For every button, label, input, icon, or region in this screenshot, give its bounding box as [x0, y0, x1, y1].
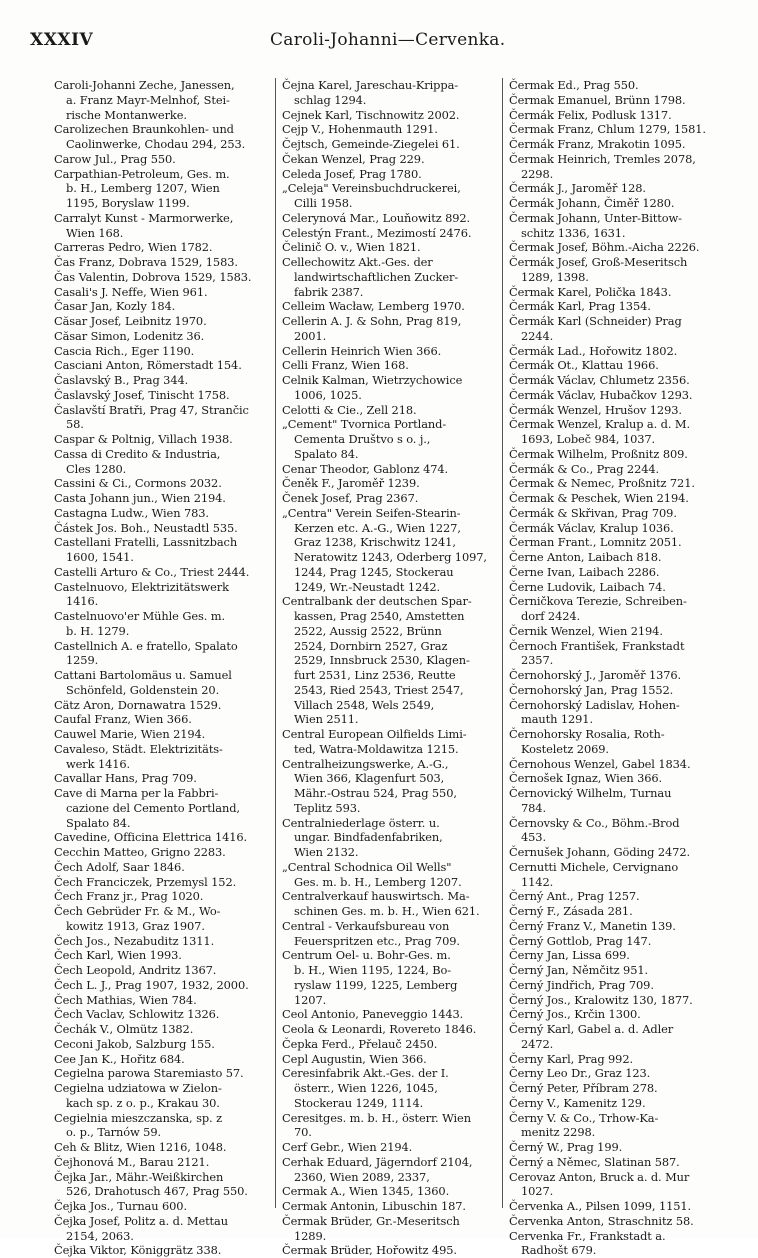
entry-line: Časlavští Bratři, Prag 47, Strančic	[54, 402, 249, 417]
entry-continuation-line: 1142.	[521, 874, 554, 889]
entry-continuation-line: a. Franz Mayr-Melnhof, Stei-	[66, 92, 230, 107]
entry-continuation-line: 2543, Ried 2543, Triest 2547,	[294, 682, 464, 697]
entry-line: Čermák Václav, Kralup 1036.	[509, 520, 674, 535]
entry-line: Černe Anton, Laibach 818.	[509, 550, 662, 564]
entry-line: Čepka Ferd., Přelauč 2450.	[282, 1036, 438, 1051]
entry-line: Čermak Ed., Prag 550.	[509, 78, 639, 92]
entry-line: Čermák Václav, Chlumetz 2356.	[509, 373, 690, 387]
entry-line: Čermák & Co., Prag 2244.	[509, 461, 660, 476]
entry-line: Černý Ant., Prag 1257.	[509, 889, 640, 904]
entry-continuation-line: Cementa Društvo s o. j.,	[294, 432, 431, 446]
entry-line: Čelinič O. v., Wien 1821.	[282, 240, 421, 255]
entry-line: Čermák Johann, Čiměř 1280.	[509, 196, 675, 210]
entry-line: Casciani Anton, Römerstadt 154.	[54, 358, 242, 373]
entry-continuation-line: 2524, Dornbirn 2527, Graz	[294, 638, 448, 653]
entry-continuation-line: Spalato 84.	[66, 815, 131, 830]
entry-line: Černoch František, Frankstadt	[509, 638, 685, 653]
entry-line: Centralheizungswerke, A.-G.,	[282, 756, 449, 771]
entry-continuation-line: Caolinwerke, Chodau 294, 253.	[66, 137, 246, 151]
entry-line: Cerhak Eduard, Jägerndorf 2104,	[282, 1154, 473, 1169]
entry-line: Cerovaz Anton, Bruck a. d. Mur	[509, 1169, 690, 1184]
entry-line: Černý Jos., Kralowitz 130, 1877.	[509, 992, 693, 1007]
entry-line: Černý Franz V., Manetin 139.	[509, 918, 676, 933]
entry-continuation-line: 526, Drahotusch 467, Prag 550.	[66, 1184, 248, 1199]
entry-continuation-line: b. H. 1279.	[66, 623, 130, 638]
entry-continuation-line: österr., Wien 1226, 1045,	[294, 1081, 438, 1095]
entry-line: Cascia Rich., Eger 1190.	[54, 343, 195, 358]
entry-continuation-line: Stockerau 1249, 1114.	[294, 1095, 424, 1110]
entry-line: Castellnich A. e fratello, Spalato	[54, 638, 238, 653]
entry-line: Čech Franz jr., Prag 1020.	[54, 889, 204, 904]
entry-line: Černe Ludovik, Laibach 74.	[509, 579, 666, 594]
entry-line: Centralverkauf hauswirtsch. Ma-	[282, 889, 470, 904]
entry-line: Částek Jos. Boh., Neustadtl 535.	[54, 520, 238, 535]
entry-continuation-line: furt 2531, Linz 2536, Reutte	[294, 668, 456, 682]
entry-line: Čermák Lad., Hořowitz 1802.	[509, 343, 678, 358]
entry-continuation-line: 1195, Boryslaw 1199.	[66, 196, 190, 210]
entry-line: Čermak Emanuel, Brünn 1798.	[509, 92, 686, 107]
entry-continuation-line: 1600, 1541.	[66, 550, 134, 564]
entry-continuation-line: 2244.	[521, 328, 554, 343]
entry-line: Černý F., Zásada 281.	[509, 904, 633, 918]
entry-line: Čech Jos., Nezabuditz 1311.	[54, 933, 215, 948]
entry-line: Čeněk F., Jaroměř 1239.	[282, 476, 420, 491]
entry-line: Celotti & Cie., Zell 218.	[282, 402, 417, 417]
page-header	[30, 30, 730, 60]
entry-line: Centralniederlage österr. u.	[282, 815, 440, 830]
entry-line: Černohous Wenzel, Gabel 1834.	[509, 756, 691, 771]
entry-line: Černohorsky Rosalia, Roth-	[509, 727, 665, 741]
entry-continuation-line: kassen, Prag 2540, Amstetten	[294, 609, 465, 623]
entry-continuation-line: Wien 2132.	[294, 845, 359, 859]
entry-line: Černy Leo Dr., Graz 123.	[509, 1066, 651, 1081]
entry-continuation-line: Kerzen etc. A.-G., Wien 1227,	[294, 520, 461, 535]
entry-line: Čermak & Nemec, Proßnitz 721.	[509, 476, 695, 491]
entry-line: Central European Oilfields Limi-	[282, 727, 467, 741]
entry-continuation-line: b. H., Lemberg 1207, Wien	[66, 181, 220, 196]
entry-line: Cellerin A. J. & Sohn, Prag 819,	[282, 314, 462, 328]
entry-line: Cattani Bartolomäus u. Samuel	[54, 668, 232, 682]
entry-line: Čermák Karl, Prag 1354.	[509, 299, 651, 314]
entry-continuation-line: cazione del Cemento Portland,	[66, 800, 240, 815]
entry-continuation-line: Teplitz 593.	[294, 800, 361, 815]
entry-line: Černohorský Jan, Prag 1552.	[509, 682, 674, 697]
entry-continuation-line: Graz 1238, Krischwitz 1241,	[294, 535, 456, 550]
entry-line: Čech Leopold, Andritz 1367.	[54, 963, 217, 977]
entry-continuation-line: ryslaw 1199, 1225, Lemberg	[294, 977, 458, 992]
entry-line: Čas Valentin, Dobrova 1529, 1583.	[54, 269, 252, 284]
entry-line: Černý Jos., Krčin 1300.	[509, 1007, 641, 1022]
entry-line: Čermák Wenzel, Hrušov 1293.	[509, 402, 682, 417]
entry-line: Căsar Josef, Leibnitz 1970.	[54, 314, 207, 328]
entry-continuation-line: Schönfeld, Goldenstein 20.	[66, 682, 220, 697]
entry-line: Cegielnia mieszczanska, sp. z	[54, 1110, 222, 1125]
entry-line: „Centra" Verein Seifen-Stearin-	[282, 505, 461, 520]
entry-line: Časlavský Josef, Tinischt 1758.	[54, 387, 230, 402]
entry-line: „Central Schodnica Oil Wells"	[282, 859, 452, 874]
entry-continuation-line: ungar. Bindfadenfabriken,	[294, 830, 443, 845]
entry-line: Čermák Josef, Groß-Meseritsch	[509, 255, 688, 269]
entry-continuation-line: 2154, 2063.	[66, 1228, 134, 1243]
entry-continuation-line: 453.	[521, 830, 546, 845]
entry-line: Černohorský Ladislav, Hohen-	[509, 697, 680, 712]
entry-continuation-line: 1259.	[66, 653, 99, 668]
entry-line: Cätz Aron, Dornawatra 1529.	[54, 697, 222, 712]
entry-continuation-line: 2522, Aussig 2522, Brünn	[294, 623, 442, 638]
entry-line: Čermak Johann, Unter-Bittow-	[509, 210, 682, 225]
entry-line: Čermák Karl (Schneider) Prag	[509, 314, 682, 328]
entry-line: Castelli Arturo & Co., Triest 2444.	[54, 564, 250, 579]
entry-line: Carow Jul., Prag 550.	[54, 151, 176, 166]
entry-line: Čermák Franz, Mrakotin 1095.	[509, 137, 686, 151]
entry-continuation-line: o. p., Tarnów 59.	[66, 1125, 161, 1140]
entry-line: Čech Gebrüder Fr. & M., Wo-	[54, 904, 221, 918]
entry-line: Čermak Wenzel, Kralup a. d. M.	[509, 417, 690, 432]
entry-line: Čekan Wenzel, Prag 229.	[282, 151, 425, 166]
entry-line: Cejnek Karl, Tischnowitz 2002.	[282, 107, 460, 122]
entry-continuation-line: 2357.	[521, 653, 554, 668]
entry-line: Cavallar Hans, Prag 709.	[54, 771, 197, 786]
entry-continuation-line: 1693, Lobeč 984, 1037.	[521, 432, 656, 446]
entry-continuation-line: ted, Watra-Moldawitza 1215.	[294, 741, 459, 756]
entry-line: Černy Jan, Lissa 699.	[509, 948, 630, 963]
entry-line: Čejka Josef, Politz a. d. Mettau	[54, 1213, 228, 1228]
entry-line: Časlavský B., Prag 344.	[54, 373, 189, 387]
entry-line: Černý Karl, Gabel a. d. Adler	[509, 1022, 674, 1036]
entry-continuation-line: Cles 1280.	[66, 461, 127, 476]
entry-line: Černý Peter, Příbram 278.	[509, 1081, 658, 1095]
entry-line: Černy V., Kamenitz 129.	[509, 1095, 646, 1110]
entry-line: Centralbank der deutschen Spar-	[282, 594, 472, 609]
entry-line: Cavaleso, Städt. Elektrizitäts-	[54, 741, 223, 756]
entry-line: Čenek Josef, Prag 2367.	[282, 491, 419, 505]
entry-line: Časar Jan, Kozly 184.	[54, 299, 176, 314]
entry-line: Caspar & Poltnig, Villach 1938.	[54, 432, 233, 446]
entry-line: Čermák Felix, Podlusk 1317.	[509, 107, 672, 122]
entry-line: Celleim Wacław, Lemberg 1970.	[282, 299, 465, 314]
entry-list-left	[54, 78, 272, 1258]
entry-continuation-line: 1289.	[294, 1228, 327, 1243]
entry-line: Cermak A., Wien 1345, 1360.	[282, 1184, 450, 1199]
entry-line: Castelnuovo, Elektrizitätswerk	[54, 579, 229, 594]
entry-line: Červenka A., Pilsen 1099, 1151.	[509, 1199, 692, 1213]
entry-continuation-line: Feuerspritzen etc., Prag 709.	[294, 933, 460, 948]
entry-line: Čejna Karel, Jareschau-Krippa-	[282, 78, 459, 92]
entry-continuation-line: fabrik 2387.	[294, 284, 364, 299]
entry-line: Černičkova Terezie, Schreiben-	[509, 594, 687, 609]
entry-line: Cassa di Credito & Industria,	[54, 446, 221, 461]
entry-continuation-line: Radhošt 679.	[521, 1243, 597, 1258]
entry-line: Černy Karl, Prag 992.	[509, 1051, 633, 1066]
entry-continuation-line: kowitz 1913, Graz 1907.	[66, 918, 205, 933]
entry-line: Čermak Franz, Chlum 1279, 1581.	[509, 122, 706, 137]
page-number: XXXIV	[30, 30, 94, 50]
entry-line: Čermak Brüder, Hořowitz 495.	[282, 1243, 457, 1258]
entry-line: Černovsky & Co., Böhm.-Brod	[509, 815, 680, 830]
entry-continuation-line: 2472.	[521, 1036, 554, 1051]
entry-line: Čech Vaclav, Schlowitz 1326.	[54, 1007, 220, 1022]
entry-line: Čechák V., Olmütz 1382.	[54, 1022, 194, 1036]
entry-line: Cellechowitz Akt.-Ges. der	[282, 255, 433, 269]
entry-line: Castelnuovo'er Mühle Ges. m.	[54, 609, 225, 623]
entry-line: Carralyt Kunst - Marmorwerke,	[54, 210, 234, 225]
entry-continuation-line: 2529, Innsbruck 2530, Klagen-	[294, 653, 470, 668]
entry-line: Čejka Jar., Mähr.-Weißkirchen	[54, 1169, 224, 1184]
entry-line: Čermak Brüder, Gr.-Meseritsch	[282, 1213, 460, 1228]
entry-line: Ceol Antonio, Paneveggio 1443.	[282, 1007, 464, 1022]
entry-list-right	[509, 78, 726, 1258]
entry-line: Carolizechen Braunkohlen- und	[54, 122, 234, 137]
entry-continuation-line: Kosteletz 2069.	[521, 741, 609, 756]
entry-line: Černý Jan, Němčitz 951.	[509, 963, 649, 977]
entry-line: Caroli-Johanni Zeche, Janessen,	[54, 78, 235, 92]
entry-line: Cernutti Michele, Cervignano	[509, 859, 679, 874]
entry-continuation-line: 58.	[66, 417, 84, 432]
entry-line: Černik Wenzel, Wien 2194.	[509, 623, 663, 638]
entry-line: Čech L. J., Prag 1907, 1932, 2000.	[54, 977, 249, 992]
entry-line: Ceresitges. m. b. H., österr. Wien	[282, 1110, 471, 1125]
directory-columns	[48, 78, 730, 1258]
entry-line: Celeda Josef, Prag 1780.	[282, 166, 422, 181]
entry-line: Černý a Němec, Slatinan 587.	[509, 1154, 680, 1169]
entry-line: Celerynová Mar., Louňowitz 892.	[282, 210, 471, 225]
entry-continuation-line: Spalato 84.	[294, 446, 359, 461]
entry-line: Čas Franz, Dobrava 1529, 1583.	[54, 255, 238, 269]
entry-line: Čejka Viktor, Königgrätz 338.	[54, 1243, 222, 1258]
entry-line: Celnik Kalman, Wietrzychowice	[282, 373, 463, 387]
entry-line: Černe Ivan, Laibach 2286.	[509, 564, 660, 579]
entry-line: Cee Jan K., Hořitz 684.	[54, 1051, 185, 1066]
column-middle	[275, 78, 502, 1258]
entry-line: Čech Franciczek, Przemysl 152.	[54, 874, 237, 889]
entry-line: Čejtsch, Gemeinde-Ziegelei 61.	[282, 137, 460, 151]
entry-continuation-line: Wien 168.	[66, 225, 124, 240]
entry-list-middle	[282, 78, 499, 1258]
entry-continuation-line: 1416.	[66, 594, 99, 609]
column-right	[502, 78, 729, 1258]
entry-line: Čermak Josef, Böhm.-Aicha 2226.	[509, 240, 700, 255]
entry-line: Černý Jindřich, Prag 709.	[509, 977, 654, 992]
entry-line: Čejka Jos., Turnau 600.	[54, 1199, 187, 1213]
entry-line: Čermak Heinrich, Tremles 2078,	[509, 151, 696, 166]
entry-line: Ceola & Leonardi, Rovereto 1846.	[282, 1022, 477, 1036]
entry-line: Cerf Gebr., Wien 2194.	[282, 1140, 413, 1154]
entry-line: Černohorský J., Jaroměř 1376.	[509, 668, 682, 682]
entry-line: Cervenka Fr., Frankstadt a.	[509, 1228, 666, 1243]
entry-line: Ceconi Jakob, Salzburg 155.	[54, 1036, 215, 1051]
entry-line: Čermak Wilhelm, Proßnitz 809.	[509, 446, 688, 461]
entry-continuation-line: landwirtschaftlichen Zucker-	[294, 269, 459, 284]
entry-line: Červenka Anton, Straschnitz 58.	[509, 1213, 694, 1228]
entry-line: Čermak Karel, Polička 1843.	[509, 284, 672, 299]
entry-continuation-line: b. H., Wien 1195, 1224, Bo-	[294, 963, 452, 977]
entry-line: Čech Karl, Wien 1993.	[54, 948, 182, 963]
entry-continuation-line: schlag 1294.	[294, 92, 367, 107]
entry-line: Celli Franz, Wien 168.	[282, 358, 409, 373]
entry-line: Černý W., Prag 199.	[509, 1140, 623, 1154]
entry-continuation-line: Mähr.-Ostrau 524, Prag 550,	[294, 786, 457, 800]
entry-line: Čermák Václav, Hubačkov 1293.	[509, 387, 693, 402]
entry-continuation-line: 70.	[294, 1125, 312, 1140]
entry-continuation-line: Villach 2548, Wels 2549,	[294, 697, 435, 712]
entry-continuation-line: 2001.	[294, 328, 327, 343]
entry-line: Čech Adolf, Saar 1846.	[54, 859, 185, 874]
entry-continuation-line: Wien 366, Klagenfurt 503,	[294, 771, 445, 786]
entry-line: Černý Gottlob, Prag 147.	[509, 933, 652, 948]
entry-line: Casali's J. Neffe, Wien 961.	[54, 284, 208, 299]
entry-line: Cavedine, Officina Elettrica 1416.	[54, 830, 248, 845]
entry-line: Cenar Theodor, Gablonz 474.	[282, 461, 449, 476]
entry-continuation-line: schitz 1336, 1631.	[521, 225, 626, 240]
entry-continuation-line: 784.	[521, 800, 546, 815]
entry-line: Čejhonová M., Barau 2121.	[54, 1154, 210, 1169]
entry-line: Carpathian-Petroleum, Ges. m.	[54, 166, 230, 181]
entry-continuation-line: 2298.	[521, 166, 554, 181]
entry-continuation-line: werk 1416.	[66, 756, 131, 771]
entry-continuation-line: 1207.	[294, 992, 327, 1007]
entry-line: Černušek Johann, Göding 2472.	[509, 845, 690, 859]
entry-continuation-line: dorf 2424.	[521, 609, 581, 623]
entry-line: Centrum Oel- u. Bohr-Ges. m.	[282, 948, 451, 963]
entry-continuation-line: 1249, Wr.-Neustadt 1242.	[294, 579, 441, 594]
entry-continuation-line: 1006, 1025.	[294, 387, 362, 402]
entry-line: Cegielna udziatowa w Zielon-	[54, 1081, 222, 1095]
entry-line: Caufal Franz, Wien 366.	[54, 712, 192, 727]
entry-line: „Cement" Tvornica Portland-	[282, 417, 447, 432]
entry-continuation-line: Neratowitz 1243, Oderberg 1097,	[294, 550, 487, 564]
entry-line: Cellerin Heinrich Wien 366.	[282, 343, 442, 358]
entry-continuation-line: schinen Ges. m. b. H., Wien 621.	[294, 904, 480, 918]
entry-continuation-line: 2360, Wien 2089, 2337,	[294, 1169, 430, 1184]
entry-line: Cejp V., Hohenmauth 1291.	[282, 122, 438, 137]
entry-line: Cauwel Marie, Wien 2194.	[54, 727, 206, 741]
entry-continuation-line: 1027.	[521, 1184, 554, 1199]
entry-line: Čermák J., Jaroměř 128.	[509, 181, 646, 196]
entry-line: Casta Johann jun., Wien 2194.	[54, 491, 226, 505]
entry-line: Čermák & Skřivan, Prag 709.	[509, 505, 677, 520]
entry-line: Čerman Frant., Lomnitz 2051.	[509, 535, 682, 550]
entry-continuation-line: Ges. m. b. H., Lemberg 1207.	[294, 874, 462, 889]
entry-continuation-line: 1289, 1398.	[521, 269, 589, 284]
running-head: Caroli-Johanni—Cervenka.	[270, 30, 506, 50]
entry-line: Castagna Ludw., Wien 783.	[54, 505, 209, 520]
entry-continuation-line: rische Montanwerke.	[66, 107, 187, 122]
entry-line: Central - Verkaufsbureau von	[282, 918, 450, 933]
entry-continuation-line: Cilli 1958.	[294, 196, 353, 210]
entry-line: „Celeja" Vereinsbuchdruckerei,	[282, 181, 461, 196]
entry-line: Čermak & Peschek, Wien 2194.	[509, 491, 689, 505]
entry-line: Čermák Ot., Klattau 1966.	[509, 358, 659, 373]
entry-continuation-line: Wien 2511.	[294, 712, 359, 727]
entry-line: Cegielna parowa Staremiasto 57.	[54, 1066, 244, 1081]
entry-line: Černošek Ignaz, Wien 366.	[509, 771, 663, 786]
column-left	[48, 78, 275, 1258]
entry-line: Castellani Fratelli, Lassnitzbach	[54, 535, 238, 550]
entry-line: Căsar Simon, Lodenitz 36.	[54, 328, 205, 343]
entry-line: Carreras Pedro, Wien 1782.	[54, 240, 213, 255]
entry-line: Cassini & Ci., Cormons 2032.	[54, 476, 222, 491]
entry-continuation-line: 1244, Prag 1245, Stockerau	[294, 564, 454, 579]
entry-line: Cepl Augustin, Wien 366.	[282, 1051, 427, 1066]
entry-line: Černovický Wilhelm, Turnau	[509, 786, 672, 800]
entry-continuation-line: kach sp. z o. p., Krakau 30.	[66, 1095, 220, 1110]
entry-line: Celestýn Frant., Mezimostí 2476.	[282, 225, 472, 240]
entry-line: Cave di Marna per la Fabbri-	[54, 786, 219, 800]
entry-continuation-line: mauth 1291.	[521, 712, 593, 727]
entry-line: Cecchin Matteo, Grigno 2283.	[54, 845, 226, 859]
entry-continuation-line: menitz 2298.	[521, 1125, 596, 1140]
entry-line: Čech Mathias, Wien 784.	[54, 992, 197, 1007]
entry-line: Černy V. & Co., Trhow-Ka-	[509, 1110, 659, 1125]
entry-line: Cermak Antonin, Libuschin 187.	[282, 1199, 466, 1213]
entry-line: Ceh & Blitz, Wien 1216, 1048.	[54, 1140, 227, 1154]
entry-line: Ceresinfabrik Akt.-Ges. der I.	[282, 1066, 449, 1081]
